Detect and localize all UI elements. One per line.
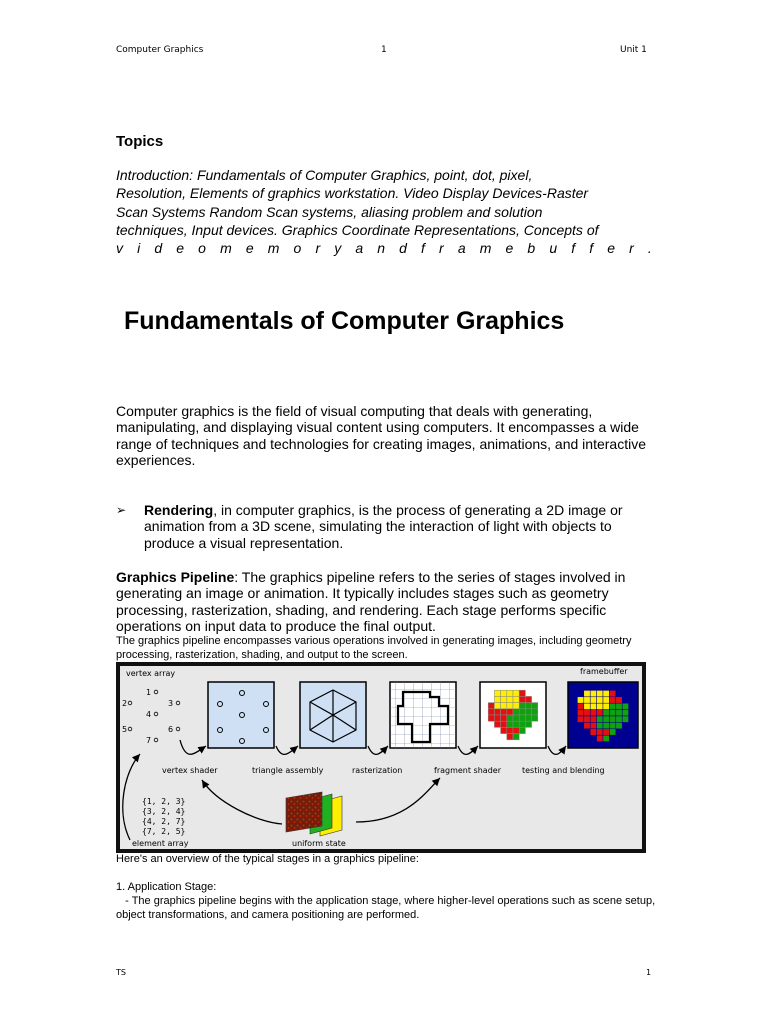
pixel-cell xyxy=(519,703,525,709)
pixel-cell xyxy=(590,729,596,735)
intro-letter: d xyxy=(154,240,163,257)
rasterization-label: rasterization xyxy=(352,766,403,775)
triangle-assembly-label: triangle assembly xyxy=(252,766,324,775)
header-right: Unit 1 xyxy=(620,45,647,55)
intro-letter: o xyxy=(293,240,302,257)
pixel-cell xyxy=(519,727,525,733)
intro-letter: f xyxy=(589,240,594,257)
pixel-cell xyxy=(603,690,609,696)
pixel-cell xyxy=(597,690,603,696)
pixel-cell xyxy=(597,703,603,709)
intro-letter: v xyxy=(116,240,123,257)
intro-letter: u xyxy=(549,240,558,257)
framebuffer-label: framebuffer xyxy=(580,667,628,676)
fragment-shader-label: fragment shader xyxy=(434,766,501,775)
intro-letter: i xyxy=(137,240,141,257)
intro-line: Resolution, Elements of graphics workstation. Video Display Devices-Raster xyxy=(116,185,589,202)
intro-letter: e xyxy=(176,240,185,257)
pixel-cell xyxy=(501,727,507,733)
vertex-number: 3 xyxy=(168,699,174,708)
footer-left: TS xyxy=(116,968,126,977)
pixel-cell xyxy=(513,721,519,727)
pixel-cell xyxy=(609,722,615,728)
pixel-cell xyxy=(501,703,507,709)
pixel-cell xyxy=(603,729,609,735)
overview-text: Here's an overview of the typical stages in a graphics pipeline: xyxy=(116,853,419,865)
pixel-cell xyxy=(597,716,603,722)
pixel-cell xyxy=(494,696,500,702)
element-array xyxy=(142,797,185,836)
vertex-array-label: vertex array xyxy=(126,669,176,678)
pixel-cell xyxy=(616,722,622,728)
pixel-cell xyxy=(519,721,525,727)
element-array-row: {1, 2, 3} xyxy=(142,797,186,806)
header-left: Computer Graphics xyxy=(116,45,204,55)
intro-line: Introduction: Fundamentals of Computer Graphics, point, dot, pixel, xyxy=(116,167,533,183)
vertex-number: 6 xyxy=(168,725,174,734)
bullet-body: , in computer graphics, is the process of generating a 2D image or animation from a 3D scene, simulating the interaction of light with objects to produce a visual representation. xyxy=(144,502,623,551)
element-array-row: {4, 2, 7} xyxy=(142,817,186,826)
pixel-cell xyxy=(532,715,538,721)
pixel-cell xyxy=(519,709,525,715)
pixel-cell xyxy=(584,703,590,709)
intro-last-line xyxy=(116,239,652,257)
intro-letter: n xyxy=(377,240,386,257)
pixel-cell xyxy=(501,690,507,696)
vertex-shader-box xyxy=(208,682,274,748)
vertex-number: 7 xyxy=(146,736,152,745)
pixel-cell xyxy=(577,703,583,709)
pixel-cell xyxy=(519,715,525,721)
pixel-cell xyxy=(525,703,531,709)
uniform-state-textures xyxy=(286,792,342,836)
fragment-shader-box xyxy=(480,682,546,748)
intro-letter: a xyxy=(355,240,364,257)
pixel-cell xyxy=(609,716,615,722)
pixel-cell xyxy=(513,715,519,721)
intro-letter: . xyxy=(647,240,652,257)
pixel-cell xyxy=(494,715,500,721)
pixel-cell xyxy=(616,710,622,716)
pixel-cell xyxy=(609,710,615,716)
intro-letter: e xyxy=(245,240,254,257)
pixel-cell xyxy=(590,710,596,716)
stage1-heading: 1. Application Stage: xyxy=(116,881,217,893)
element-array-label: element array xyxy=(132,839,189,848)
intro-letter: o xyxy=(198,240,206,257)
intro-letter: r xyxy=(439,240,444,257)
pixel-cell xyxy=(513,690,519,696)
pipeline-term: Graphics Pipeline xyxy=(116,569,235,585)
bullet-term: Rendering xyxy=(144,502,214,518)
vertex-number: 1 xyxy=(146,688,152,697)
intro-letter: r xyxy=(315,240,321,257)
header-page-number: 1 xyxy=(381,45,387,55)
framebuffer-box xyxy=(568,682,638,748)
pixel-cell xyxy=(609,729,615,735)
vertex-number: 2 xyxy=(122,699,128,708)
pixel-cell xyxy=(603,716,609,722)
pixel-cell xyxy=(532,709,538,715)
pipeline-body: : The graphics pipeline refers to the series of stages involved in generating an image or animation. It typically includes stages such as geometry processing, rasterization, shading, and rendering. Each stage performs specific operations on input data to produce the final output. xyxy=(116,569,626,635)
pixel-cell xyxy=(609,703,615,709)
pixel-cell xyxy=(494,709,500,715)
pixel-cell xyxy=(590,703,596,709)
pixel-cell xyxy=(507,696,513,702)
pixel-cell xyxy=(603,703,609,709)
pixel-cell xyxy=(513,696,519,702)
vertex-number: 5 xyxy=(122,725,128,734)
pixel-cell xyxy=(488,703,494,709)
vertex-number: 4 xyxy=(146,710,152,719)
intro-letter: m xyxy=(220,240,232,257)
pixel-cell xyxy=(609,697,615,703)
pixel-cell xyxy=(501,709,507,715)
intro-letter: d xyxy=(399,240,407,257)
pixel-cell xyxy=(507,709,513,715)
pixel-cell xyxy=(507,727,513,733)
intro-letter: f xyxy=(421,240,425,257)
pixel-cell xyxy=(597,710,603,716)
pixel-cell xyxy=(597,722,603,728)
pixel-cell xyxy=(577,710,583,716)
pixel-cell xyxy=(513,709,519,715)
pixel-cell xyxy=(525,709,531,715)
vertex-shader-label: vertex shader xyxy=(162,766,218,775)
intro-paragraph: Computer graphics is the field of visual computing that deals with generating, manipulating, and displaying visual content using computers. It encompasses a wide range of techniques and technologies for creating images, animations, and interactive experiences. xyxy=(116,403,646,469)
pixel-cell xyxy=(532,703,538,709)
pixel-cell xyxy=(597,729,603,735)
pixel-cell xyxy=(590,690,596,696)
triangle-assembly-box xyxy=(300,682,366,748)
pixel-cell xyxy=(513,703,519,709)
pixel-cell xyxy=(507,715,513,721)
pixel-cell xyxy=(603,722,609,728)
bullet-arrow-icon: ➢ xyxy=(116,503,127,517)
intro-letter: a xyxy=(457,240,466,257)
pixel-cell xyxy=(501,696,507,702)
pixel-cell xyxy=(488,709,494,715)
pixel-cell xyxy=(525,696,531,702)
pixel-cell xyxy=(584,697,590,703)
intro-letter: y xyxy=(334,240,342,257)
pixel-cell xyxy=(501,715,507,721)
pixel-cell xyxy=(577,716,583,722)
intro-letter: b xyxy=(527,240,536,257)
element-array-row: {7, 2, 5} xyxy=(142,827,186,836)
testing-blending-label: testing and blending xyxy=(522,766,605,775)
pixel-cell xyxy=(525,715,531,721)
footer-page-number: 1 xyxy=(646,968,652,977)
figure-inner-panel xyxy=(120,666,642,849)
pixel-cell xyxy=(590,716,596,722)
pixel-cell xyxy=(488,715,494,721)
topics-heading: Topics xyxy=(116,133,164,150)
pixel-cell xyxy=(584,690,590,696)
pixel-cell xyxy=(507,690,513,696)
pipeline-paragraph xyxy=(116,569,656,635)
pipeline-small-text: The graphics pipeline encompasses various operations involved in generating images, including geometry processing, rasterization, shading, and output to the screen. xyxy=(116,635,632,661)
pixel-cell xyxy=(590,722,596,728)
pixel-cell xyxy=(603,710,609,716)
pixel-cell xyxy=(577,697,583,703)
pixel-cell xyxy=(622,710,628,716)
pixel-cell xyxy=(622,716,628,722)
pixel-cell xyxy=(507,703,513,709)
pixel-cell xyxy=(597,697,603,703)
pixel-cell xyxy=(501,721,507,727)
pixel-cell xyxy=(494,703,500,709)
pixel-cell xyxy=(513,734,519,740)
pixel-cell xyxy=(584,716,590,722)
intro-line: Scan Systems Random Scan systems, aliasing problem and solution xyxy=(116,203,543,220)
uniform-state-label: uniform state xyxy=(292,839,346,848)
pixel-cell xyxy=(507,721,513,727)
pixel-cell xyxy=(590,697,596,703)
pixel-cell xyxy=(584,722,590,728)
intro-letter: m xyxy=(479,240,492,257)
bullet-text xyxy=(144,502,644,551)
pixel-cell xyxy=(519,690,525,696)
pixel-cell xyxy=(584,710,590,716)
intro-letter: e xyxy=(607,240,616,257)
pixel-cell xyxy=(519,696,525,702)
pixel-cell xyxy=(609,690,615,696)
pixel-cell xyxy=(494,721,500,727)
pixel-cell xyxy=(597,735,603,741)
pixel-cell xyxy=(616,703,622,709)
pixel-cell xyxy=(603,735,609,741)
pixel-cell xyxy=(603,697,609,703)
intro-letter: r xyxy=(629,240,634,257)
pixel-cell xyxy=(616,716,622,722)
intro-letter: m xyxy=(267,240,280,257)
topics-intro xyxy=(116,166,652,257)
pixel-cell xyxy=(494,690,500,696)
pixel-cell xyxy=(513,727,519,733)
intro-letter: f xyxy=(571,240,576,257)
pixel-cell xyxy=(507,734,513,740)
stage1-description: - The graphics pipeline begins with the application stage, where higher-level operations such as scene setup, object transformations, and camera positioning are performed. xyxy=(116,895,659,921)
element-array-row: {3, 2, 4} xyxy=(142,807,186,816)
intro-letter: e xyxy=(505,240,514,257)
pixel-cell xyxy=(616,697,622,703)
pipeline-figure xyxy=(116,662,646,853)
intro-line: techniques, Input devices. Graphics Coordinate Representations, Concepts of xyxy=(116,221,599,238)
section-title: Fundamentals of Computer Graphics xyxy=(124,307,565,335)
pixel-cell xyxy=(525,721,531,727)
rasterization-box xyxy=(390,682,456,748)
pixel-cell xyxy=(622,703,628,709)
